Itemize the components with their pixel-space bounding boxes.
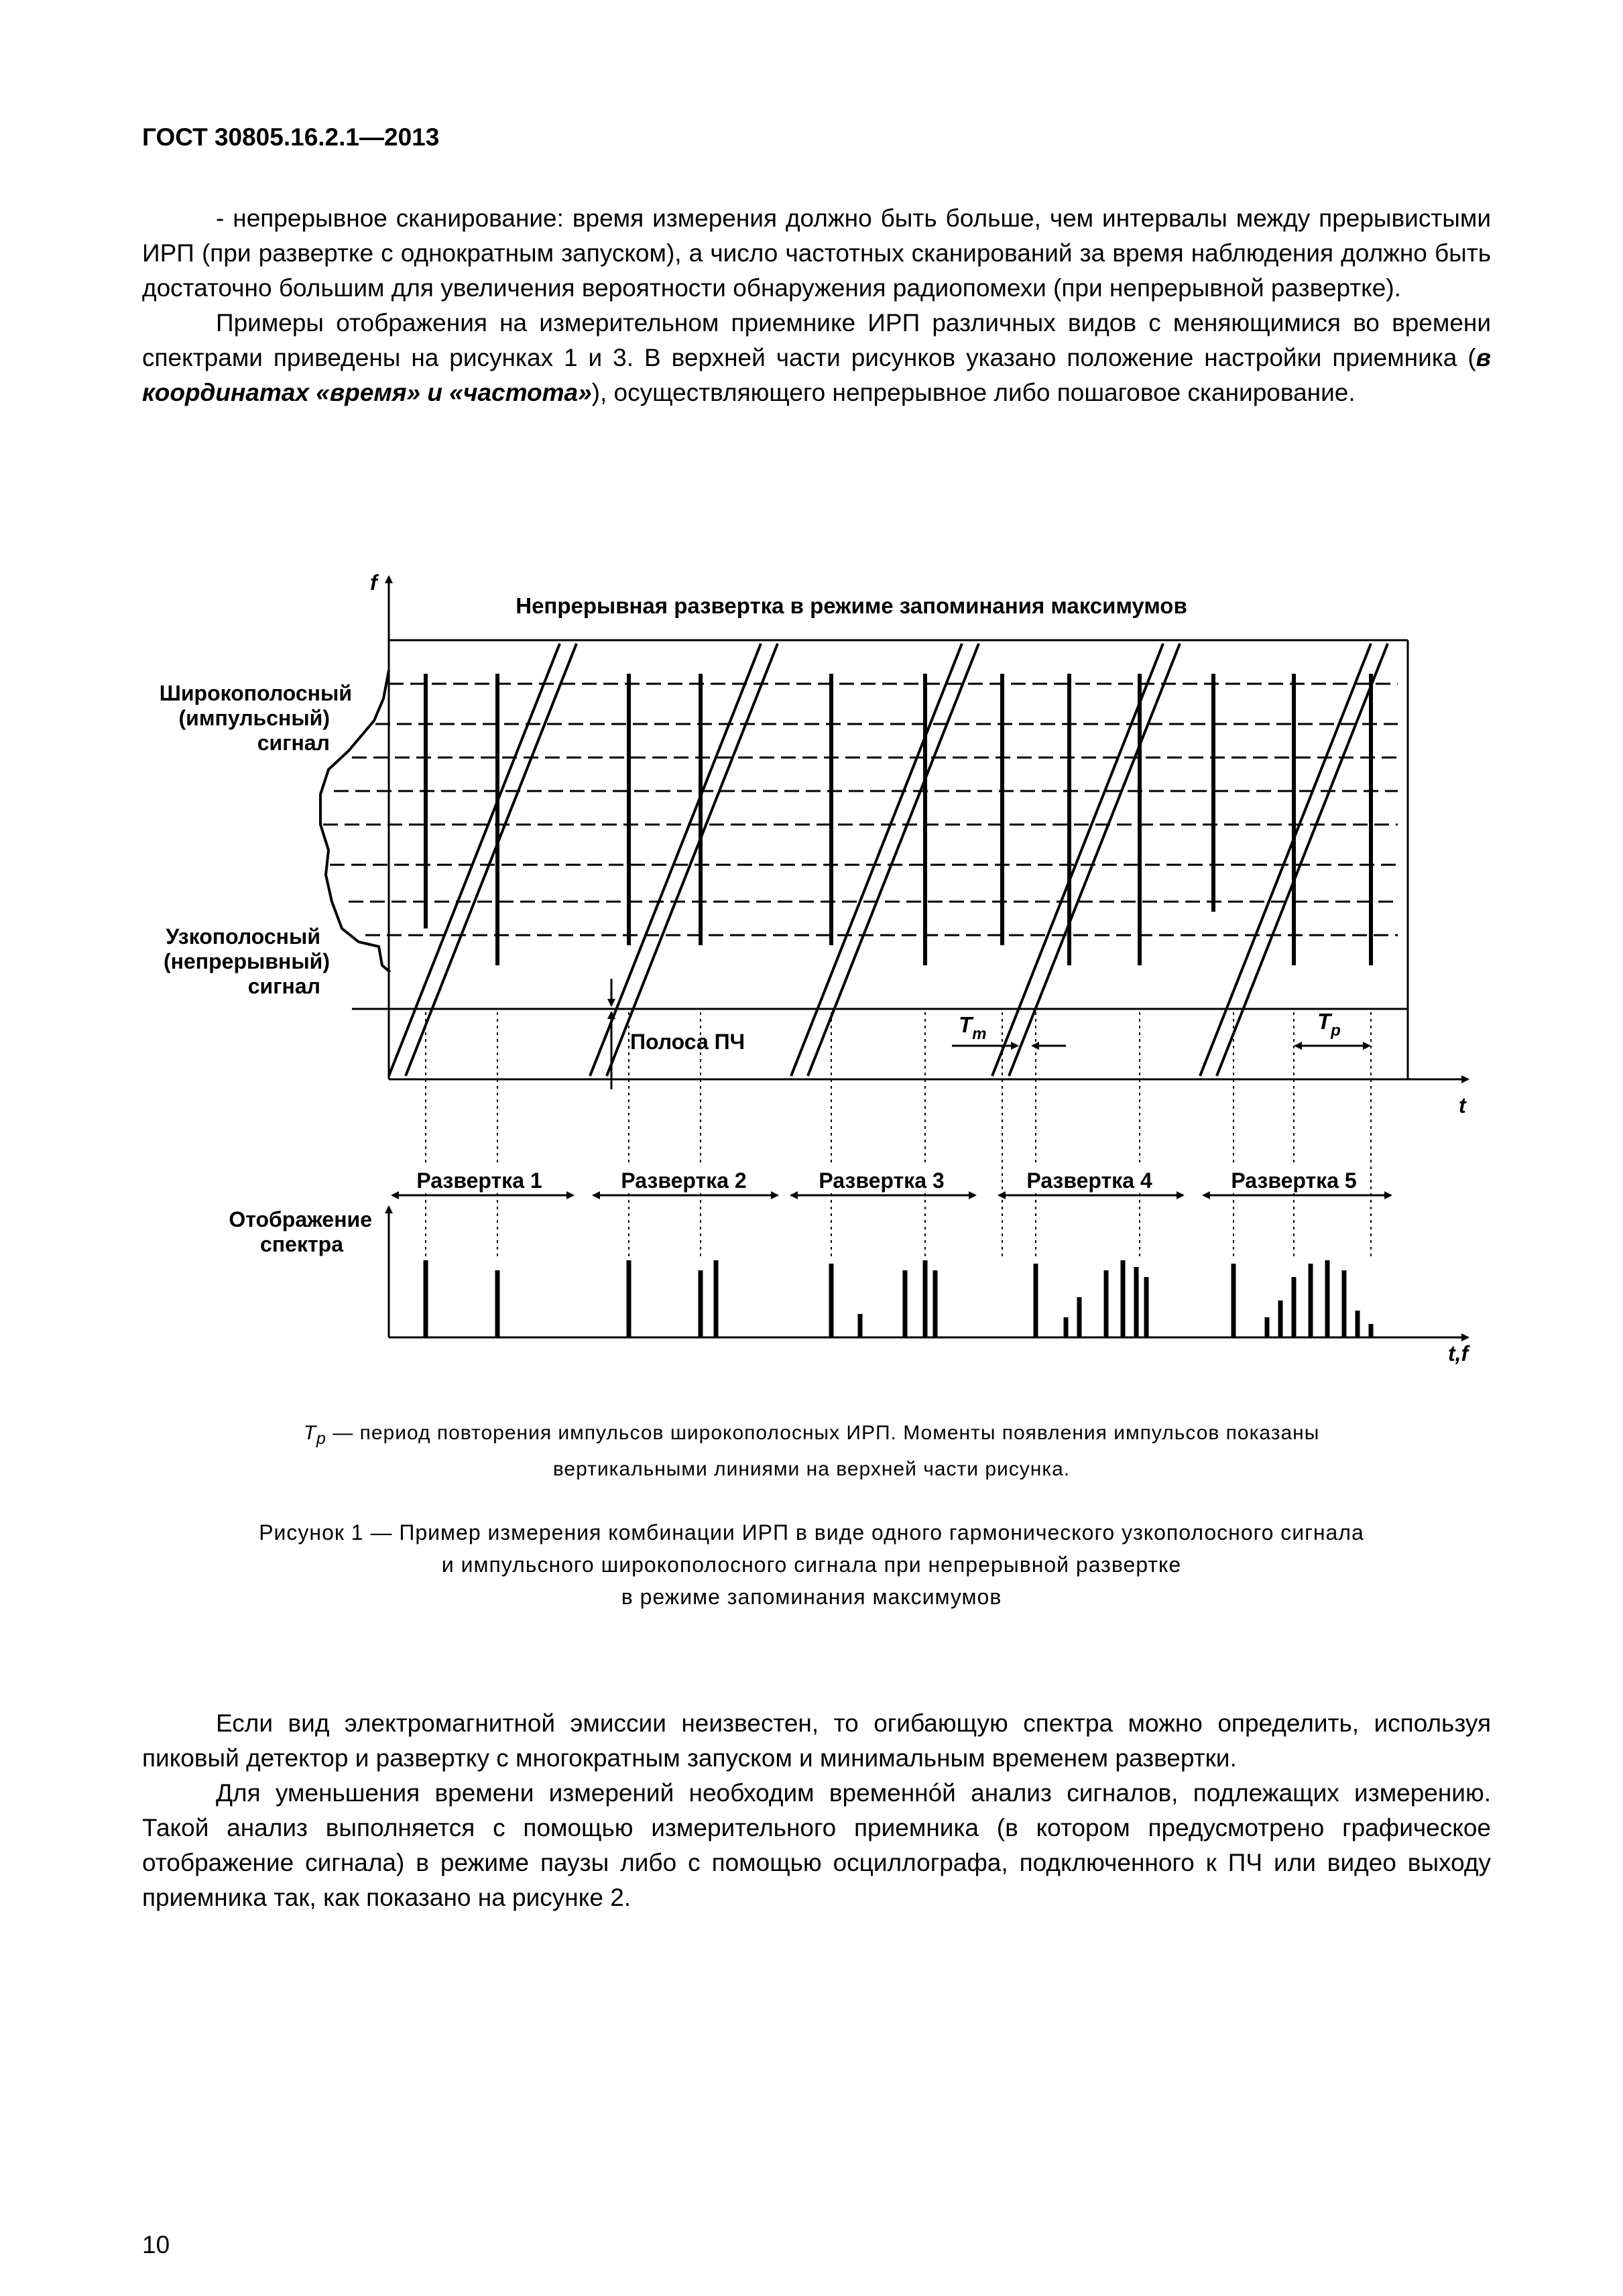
spectrum-bars xyxy=(426,1260,1371,1337)
display-label-1: Отображение xyxy=(229,1207,372,1231)
intro-paragraph-1: - непрерывное сканирование: время измерения должно быть больше, чем интервалы между прерывистыми ИРП (при развертке с однократным запуском), а число частотных сканирований за время наблюдения должно быть достаточно большим для увеличения вероятности обнаружения радиопомехи (при непрерывной развертке). xyxy=(142,204,1491,302)
t-axis-label: t xyxy=(1459,1093,1466,1117)
tp-label: $T_p$ xyxy=(1317,1009,1341,1040)
broadband-label-2: (импульсный) xyxy=(178,706,330,730)
caption-line-2: и импульсного широкополосного сигнала при непрерывной развертке xyxy=(441,1553,1182,1577)
outro-paragraph-1: Если вид электромагнитной эмиссии неизвестен, то огибающую спектра можно определить, используя пиковый детектор и развертку с многократным запуском и минимальным временем развертки. xyxy=(142,1709,1491,1772)
note-symbol-sub: p xyxy=(316,1429,326,1448)
figure-note xyxy=(0,1418,1623,1485)
narrowband-label-3: сигнал xyxy=(247,974,320,998)
f-axis-label: f xyxy=(370,570,377,595)
top-title: Непрерывная развертка в режиме запоминания максимумов xyxy=(516,593,1187,618)
display-label-2: спектра xyxy=(260,1232,343,1256)
sweep-5-label: Развертка 5 xyxy=(1231,1168,1357,1193)
intro-p2-start: Примеры отображения на измерительном приемнике ИРП различных видов с меняющимися во времени спектрами приведены на рисунках 1 и 3. В верхней части рисунков указано положение настройки приемника ( xyxy=(142,309,1491,371)
narrowband-label xyxy=(164,924,330,998)
sweep-2-label: Развертка 2 xyxy=(621,1168,747,1193)
broadband-label-1: Широкополосный xyxy=(159,681,352,705)
outro-paragraph-2: Для уменьшения времени измерений необходим временнóй анализ сигналов, подлежащих измерению. Такой анализ выполняется с помощью измерительного приемника (в котором предусмотрено графическое отображение сигнала) в режиме паузы либо с помощью осциллографа, подключенного к ПЧ или видео выходу приемника так, как показано на рисунке 2. xyxy=(142,1779,1491,1911)
note-line-1-text: — период повторения импульсов широкополосных ИРП. Моменты появления импульсов показаны xyxy=(326,1422,1320,1444)
note-line-2: вертикальными линиями на верхней части рисунка. xyxy=(552,1458,1071,1480)
sweep-labels xyxy=(392,1166,1391,1195)
note-symbol: T xyxy=(303,1422,317,1444)
sweep-4-label: Развертка 4 xyxy=(1026,1168,1152,1193)
intro-p2-emphasis: в координатах «время» и «частота» xyxy=(142,344,1491,406)
document-header: ГОСТ 30805.16.2.1—2013 xyxy=(142,123,440,151)
sweep-3-label: Развертка 3 xyxy=(819,1168,945,1193)
figure-caption xyxy=(0,1516,1623,1613)
intro-p2-end: ), осуществляющего непрерывное либо пошаговое сканирование. xyxy=(591,379,1356,406)
page-number: 10 xyxy=(142,2231,170,2258)
sweep-1-label: Развертка 1 xyxy=(416,1168,542,1193)
tm-label: $T_m$ xyxy=(959,1012,987,1043)
caption-line-1: Рисунок 1 — Пример измерения комбинации ИРП в виде одного гармонического узкополосного сигнала xyxy=(259,1520,1364,1545)
spectrum-envelope xyxy=(320,670,390,972)
outro-text xyxy=(142,1706,1491,1915)
pulse-lines xyxy=(426,674,1371,965)
broadband-label xyxy=(160,681,352,755)
narrowband-label-1: Узкополосный xyxy=(166,924,320,949)
if-band-label: Полоса ПЧ xyxy=(630,1030,745,1054)
sweep-lines xyxy=(389,644,1388,1076)
caption-line-3: в режиме запоминания максимумов xyxy=(621,1585,1002,1609)
tf-axis-label: t,f xyxy=(1448,1341,1469,1366)
projection-lines xyxy=(426,1012,1371,1260)
broadband-label-3: сигнал xyxy=(257,731,330,755)
narrowband-label-2: (непрерывный) xyxy=(164,949,330,973)
note-line-1 xyxy=(0,1418,1623,1454)
